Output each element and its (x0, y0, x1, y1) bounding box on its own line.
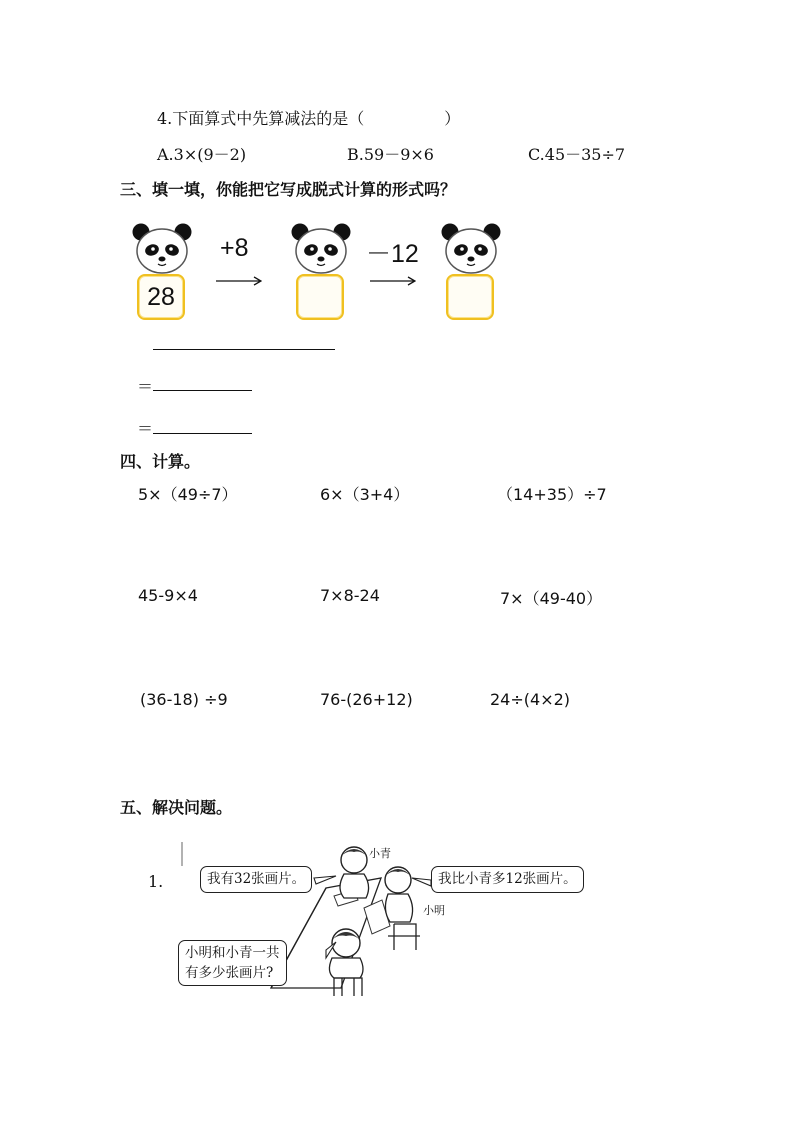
section-3-title: 三、填一填，你能把它写成脱式计算的形式吗？ (120, 180, 457, 199)
answer-line-3[interactable] (153, 433, 252, 434)
calc-expression: 7×8-24 (320, 586, 380, 605)
operation-plus-8: +8 (220, 234, 249, 262)
calc-expression: (36-18) ÷9 (140, 690, 228, 709)
bubble-text: 我比小青多12张画片。 (438, 871, 577, 887)
calc-expression: 6×（3+4） (320, 485, 410, 504)
name-label-xiaoqing: 小青 (369, 847, 391, 860)
bubble-text: 我有32张画片。 (207, 871, 306, 887)
calc-expression: 7×（49-40） (500, 589, 603, 608)
option-c: C.45－35÷7 (528, 145, 626, 164)
bubble-text: 小明和小青一共 (185, 945, 280, 961)
answer-box-2[interactable] (446, 274, 494, 320)
start-number: 28 (147, 282, 175, 311)
speech-bubble-xiaoming (431, 866, 584, 893)
section-5-title: 五、解决问题。 (120, 798, 233, 817)
answer-line-1[interactable] (153, 349, 335, 350)
panda-icon (440, 222, 502, 274)
speech-bubble-xiaoqing (200, 866, 312, 893)
calc-expression: 45-9×4 (138, 586, 198, 605)
answer-line-2[interactable] (153, 390, 252, 391)
calc-expression: 5×（49÷7） (138, 485, 238, 504)
calc-expression: 76-(26+12) (320, 690, 413, 709)
arrow-right-icon (370, 276, 416, 286)
name-label-xiaoming: 小明 (423, 904, 445, 917)
problem-number: 1. (148, 872, 164, 891)
panda-icon (131, 222, 193, 274)
option-b: B.59－9×6 (347, 145, 434, 164)
panda-icon (290, 222, 352, 274)
bubble-text: 有多少张画片? (185, 965, 274, 981)
start-number-box (137, 274, 185, 320)
answer-box-1[interactable] (296, 274, 344, 320)
calc-expression: 24÷(4×2) (490, 690, 571, 709)
speech-bubble-question (178, 940, 287, 986)
question-4-stem: 4.下面算式中先算减法的是（ ） (157, 109, 461, 128)
equals-sign: ＝ (137, 377, 154, 396)
operation-minus-12: －12 (366, 240, 419, 268)
arrow-right-icon (216, 276, 262, 286)
calc-expression: （14+35）÷7 (497, 485, 607, 504)
option-a: A.3×(9－2) (157, 145, 247, 164)
equals-sign: ＝ (137, 419, 154, 438)
section-4-title: 四、计算。 (120, 452, 201, 471)
